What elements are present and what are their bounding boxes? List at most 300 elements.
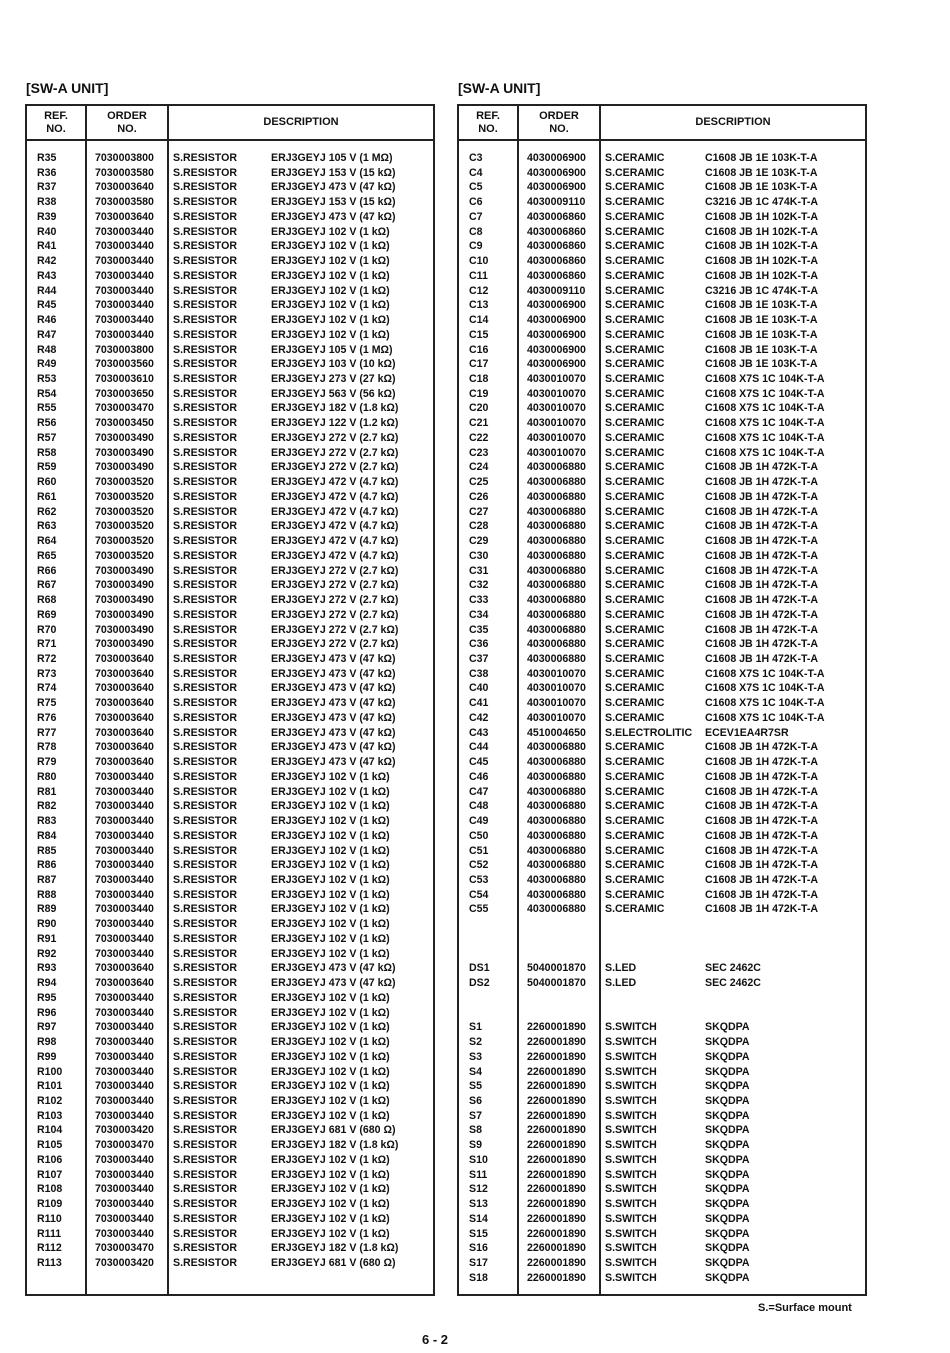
table-row: [27, 1256, 433, 1271]
order-no: 4030006880: [527, 785, 586, 798]
part-type: S.CERAMIC: [605, 343, 665, 356]
part-number: SKQDPA: [705, 1168, 750, 1181]
ref-no: R68: [37, 594, 57, 607]
part-number: ERJ3GEYJ 473 V (47 kΩ): [271, 741, 396, 754]
table-row: [27, 534, 433, 549]
part-number: ERJ3GEYJ 102 V (1 kΩ): [271, 255, 390, 268]
part-type: S.RESISTOR: [173, 991, 237, 1004]
table-row: [459, 210, 865, 225]
order-no: 4030006860: [527, 269, 586, 282]
part-type: S.CERAMIC: [605, 667, 665, 680]
left-rows: [27, 151, 433, 1271]
order-no: 2260001890: [527, 1271, 586, 1284]
order-no: 4030010070: [527, 711, 586, 724]
ref-no: C40: [469, 682, 489, 695]
ref-no: R112: [37, 1242, 62, 1255]
order-no: 7030003610: [95, 373, 154, 386]
part-type: S.CERAMIC: [605, 446, 665, 459]
part-type: S.RESISTOR: [173, 358, 237, 371]
order-no: 4030006880: [527, 873, 586, 886]
order-no: 4030010070: [527, 387, 586, 400]
part-number: ERJ3GEYJ 473 V (47 kΩ): [271, 756, 396, 769]
table-row: [27, 151, 433, 166]
table-row: [459, 888, 865, 903]
table-row: [27, 357, 433, 372]
ref-no: C32: [469, 579, 489, 592]
part-number: ERJ3GEYJ 102 V (1 kΩ): [271, 1021, 390, 1034]
table-row: [459, 917, 865, 932]
table-row: [27, 785, 433, 800]
order-no: 7030003800: [95, 343, 154, 356]
ref-no: R81: [37, 785, 57, 798]
ref-no: R87: [37, 873, 57, 886]
table-row: [27, 269, 433, 284]
part-type: S.RESISTOR: [173, 373, 237, 386]
order-no: 4030006900: [527, 166, 586, 179]
part-type: S.CERAMIC: [605, 417, 665, 430]
order-no: 4030006900: [527, 328, 586, 341]
table-row: [459, 225, 865, 240]
part-type: S.SWITCH: [605, 1065, 657, 1078]
order-no: 2260001890: [527, 1109, 586, 1122]
table-row: [27, 1123, 433, 1138]
part-number: C1608 JB 1H 472K-T-A: [705, 873, 819, 886]
order-no: 7030003440: [95, 991, 154, 1004]
ref-no: C44: [469, 741, 489, 754]
part-number: ERJ3GEYJ 563 V (56 kΩ): [271, 387, 396, 400]
order-no: 7030003440: [95, 314, 154, 327]
part-number: ERJ3GEYJ 472 V (4.7 kΩ): [271, 476, 399, 489]
order-no: 4030006880: [527, 594, 586, 607]
part-type: S.CERAMIC: [605, 711, 665, 724]
part-number: C1608 JB 1H 102K-T-A: [705, 255, 819, 268]
table-row: [27, 902, 433, 917]
part-number: C1608 JB 1H 472K-T-A: [705, 652, 819, 665]
part-type: S.RESISTOR: [173, 1080, 237, 1093]
part-number: ERJ3GEYJ 103 V (10 kΩ): [271, 358, 396, 371]
ref-no: R84: [37, 829, 57, 842]
part-type: S.CERAMIC: [605, 181, 665, 194]
ref-no: S10: [469, 1153, 488, 1166]
part-type: S.RESISTOR: [173, 756, 237, 769]
part-number: C1608 X7S 1C 104K-T-A: [705, 373, 825, 386]
part-number: ERJ3GEYJ 102 V (1 kΩ): [271, 1036, 390, 1049]
order-no: 7030003640: [95, 210, 154, 223]
part-number: ERJ3GEYJ 272 V (2.7 kΩ): [271, 461, 399, 474]
part-number: ERJ3GEYJ 102 V (1 kΩ): [271, 225, 390, 238]
order-no: 7030003440: [95, 1198, 154, 1211]
table-row: [459, 785, 865, 800]
ref-no: C6: [469, 196, 483, 209]
table-row: [459, 711, 865, 726]
ref-no: R71: [37, 638, 57, 651]
order-no: 7030003490: [95, 564, 154, 577]
table-row: [27, 387, 433, 402]
ref-no: R102: [37, 1095, 63, 1107]
table-row: [459, 166, 865, 181]
order-no: 2260001890: [527, 1036, 586, 1049]
part-number: ERJ3GEYJ 102 V (1 kΩ): [271, 1109, 390, 1122]
part-type: S.CERAMIC: [605, 328, 665, 341]
part-number: ERJ3GEYJ 153 V (15 kΩ): [271, 196, 396, 209]
part-number: ERJ3GEYJ 102 V (1 kΩ): [271, 918, 390, 931]
part-type: S.SWITCH: [605, 1168, 657, 1181]
part-number: C1608 JB 1H 472K-T-A: [705, 815, 819, 828]
table-row: [459, 961, 865, 976]
table-row: [27, 681, 433, 696]
part-number: C1608 X7S 1C 104K-T-A: [705, 682, 825, 695]
part-number: ERJ3GEYJ 272 V (2.7 kΩ): [271, 564, 399, 577]
part-type: S.SWITCH: [605, 1021, 657, 1034]
order-no: 4030006880: [527, 461, 586, 474]
part-type: S.SWITCH: [605, 1271, 657, 1284]
order-no: 7030003520: [95, 520, 154, 533]
table-row: [27, 505, 433, 520]
table-row: [27, 932, 433, 947]
ref-no: R49: [37, 358, 57, 371]
part-number: C1608 JB 1E 103K-T-A: [705, 299, 818, 312]
ref-no: R104: [37, 1124, 63, 1137]
ref-no: R59: [37, 461, 57, 474]
part-type: S.CERAMIC: [605, 314, 665, 327]
part-number: ERJ3GEYJ 182 V (1.8 kΩ): [271, 402, 399, 415]
table-row: [27, 549, 433, 564]
order-no: 4030006880: [527, 844, 586, 857]
table-row: [459, 431, 865, 446]
part-number: ERJ3GEYJ 105 V (1 MΩ): [271, 343, 393, 356]
part-type: S.CERAMIC: [605, 255, 665, 268]
order-no: 7030003420: [95, 1257, 154, 1270]
part-type: S.RESISTOR: [173, 726, 237, 739]
order-no: 2260001890: [527, 1242, 586, 1255]
ref-no: S18: [469, 1271, 488, 1284]
ref-no: R91: [37, 932, 57, 945]
part-number: ERJ3GEYJ 102 V (1 kΩ): [271, 1168, 390, 1181]
ref-no: R64: [37, 535, 57, 548]
part-type: S.CERAMIC: [605, 152, 665, 164]
ref-no: S8: [469, 1124, 482, 1137]
ref-no: R82: [37, 800, 57, 813]
order-no: 4030006880: [527, 800, 586, 813]
part-type: S.CERAMIC: [605, 800, 665, 813]
order-no: 4030010070: [527, 431, 586, 444]
ref-no: C47: [469, 785, 489, 798]
table-row: [27, 298, 433, 313]
part-number: SKQDPA: [705, 1095, 750, 1107]
ref-no: R61: [37, 490, 57, 503]
table-row: [27, 1197, 433, 1212]
part-number: C1608 JB 1H 472K-T-A: [705, 608, 819, 621]
part-type: S.RESISTOR: [173, 314, 237, 327]
table-row: [27, 799, 433, 814]
part-type: S.RESISTOR: [173, 461, 237, 474]
part-type: S.RESISTOR: [173, 829, 237, 842]
ref-no: C55: [469, 903, 489, 916]
part-type: S.SWITCH: [605, 1124, 657, 1137]
table-row: [459, 681, 865, 696]
part-number: ERJ3GEYJ 102 V (1 kΩ): [271, 1080, 390, 1093]
part-type: S.CERAMIC: [605, 373, 665, 386]
part-number: SKQDPA: [705, 1124, 750, 1137]
order-no: 2260001890: [527, 1227, 586, 1240]
order-no: 7030003580: [95, 166, 154, 179]
ref-no: C18: [469, 373, 489, 386]
table-row: [27, 961, 433, 976]
order-no: 2260001890: [527, 1168, 586, 1181]
table-row: [459, 1197, 865, 1212]
table-row: [27, 401, 433, 416]
ref-no: R76: [37, 711, 57, 724]
part-type: S.RESISTOR: [173, 815, 237, 828]
order-no: 4030006880: [527, 520, 586, 533]
order-no: 7030003440: [95, 770, 154, 783]
order-no: 2260001890: [527, 1153, 586, 1166]
part-type: S.RESISTOR: [173, 225, 237, 238]
table-row: [27, 888, 433, 903]
table-row: [27, 225, 433, 240]
part-type: S.RESISTOR: [173, 962, 237, 975]
order-no: 7030003640: [95, 697, 154, 710]
part-number: C1608 X7S 1C 104K-T-A: [705, 402, 825, 415]
ref-no: C7: [469, 210, 483, 223]
order-no: 7030003440: [95, 269, 154, 282]
part-number: C1608 JB 1H 102K-T-A: [705, 225, 819, 238]
part-type: S.RESISTOR: [173, 1050, 237, 1063]
table-row: [27, 519, 433, 534]
order-no: 7030003640: [95, 711, 154, 724]
order-no: 7030003440: [95, 328, 154, 341]
part-number: ERJ3GEYJ 182 V (1.8 kΩ): [271, 1139, 399, 1152]
ref-no: C38: [469, 667, 489, 680]
table-row: [27, 313, 433, 328]
ref-no: R78: [37, 741, 57, 754]
part-type: S.CERAMIC: [605, 888, 665, 901]
part-number: C1608 JB 1H 102K-T-A: [705, 269, 819, 282]
table-row: [459, 1271, 865, 1286]
order-no: 7030003440: [95, 1227, 154, 1240]
part-type: S.RESISTOR: [173, 888, 237, 901]
table-row: [459, 1123, 865, 1138]
ref-no: C5: [469, 181, 483, 194]
part-type: S.SWITCH: [605, 1257, 657, 1270]
order-no: 7030003490: [95, 461, 154, 474]
part-type: S.RESISTOR: [173, 1212, 237, 1225]
part-type: S.CERAMIC: [605, 166, 665, 179]
part-type: S.CERAMIC: [605, 490, 665, 503]
part-number: C1608 X7S 1C 104K-T-A: [705, 417, 825, 430]
table-row: [459, 1065, 865, 1080]
ref-no: R67: [37, 579, 57, 592]
part-number: ERJ3GEYJ 102 V (1 kΩ): [271, 1065, 390, 1078]
order-no: 7030003640: [95, 741, 154, 754]
table-row: [27, 873, 433, 888]
part-number: ERJ3GEYJ 102 V (1 kΩ): [271, 815, 390, 828]
part-number: C1608 JB 1H 472K-T-A: [705, 535, 819, 548]
part-number: C1608 JB 1H 472K-T-A: [705, 564, 819, 577]
part-number: C1608 JB 1E 103K-T-A: [705, 358, 818, 371]
part-number: ERJ3GEYJ 102 V (1 kΩ): [271, 1183, 390, 1196]
table-row: [27, 254, 433, 269]
table-row: [27, 1182, 433, 1197]
ref-no: R109: [37, 1198, 63, 1211]
table-row: [27, 475, 433, 490]
table-row: [27, 416, 433, 431]
part-type: S.CERAMIC: [605, 844, 665, 857]
table-row: [459, 387, 865, 402]
part-number: SKQDPA: [705, 1036, 750, 1049]
part-number: ERJ3GEYJ 102 V (1 kΩ): [271, 328, 390, 341]
order-no: 7030003490: [95, 623, 154, 636]
ref-no: R58: [37, 446, 57, 459]
part-type: S.ELECTROLITIC: [605, 726, 693, 739]
ref-no: C51: [469, 844, 489, 857]
ref-no: R73: [37, 667, 57, 680]
table-header: [459, 106, 865, 141]
table-row: [459, 1006, 865, 1021]
order-no: 5040001870: [527, 962, 586, 975]
table-row: [27, 593, 433, 608]
part-type: S.RESISTOR: [173, 417, 237, 430]
part-number: ERJ3GEYJ 102 V (1 kΩ): [271, 240, 390, 253]
part-type: S.RESISTOR: [173, 682, 237, 695]
part-type: S.RESISTOR: [173, 800, 237, 813]
part-number: C1608 X7S 1C 104K-T-A: [705, 431, 825, 444]
part-type: S.CERAMIC: [605, 623, 665, 636]
ref-no: C45: [469, 756, 489, 769]
table-row: [459, 976, 865, 991]
ref-no: C21: [469, 417, 489, 430]
order-no: 7030003440: [95, 255, 154, 268]
ref-no: C31: [469, 564, 489, 577]
ref-no: C17: [469, 358, 489, 371]
table-row: [459, 755, 865, 770]
part-number: SKQDPA: [705, 1021, 750, 1034]
order-no: 7030003490: [95, 446, 154, 459]
part-type: S.RESISTOR: [173, 269, 237, 282]
order-no: 4030009110: [527, 284, 586, 297]
part-number: ERJ3GEYJ 273 V (27 kΩ): [271, 373, 396, 386]
order-no: 4030006900: [527, 343, 586, 356]
table-row: [27, 623, 433, 638]
part-type: S.CERAMIC: [605, 859, 665, 872]
ref-no: C37: [469, 652, 489, 665]
table-row: [27, 328, 433, 343]
table-row: [459, 1212, 865, 1227]
table-row: [459, 534, 865, 549]
ref-no: C43: [469, 726, 489, 739]
ref-no: R37: [37, 181, 57, 194]
table-row: [459, 1094, 865, 1109]
ref-no: C28: [469, 520, 489, 533]
ref-no: S12: [469, 1183, 488, 1196]
part-number: ERJ3GEYJ 102 V (1 kΩ): [271, 314, 390, 327]
table-row: [459, 932, 865, 947]
header-ref-no: REF. NO.: [44, 109, 68, 135]
ref-no: S7: [469, 1109, 482, 1122]
ref-no: R100: [37, 1065, 63, 1078]
ref-no: R86: [37, 859, 57, 872]
part-type: S.CERAMIC: [605, 741, 665, 754]
part-number: ERJ3GEYJ 472 V (4.7 kΩ): [271, 490, 399, 503]
table-row: [459, 505, 865, 520]
order-no: 4510004650: [527, 726, 586, 739]
table-row: [459, 180, 865, 195]
ref-no: C24: [469, 461, 489, 474]
header-ref-no: REF. NO.: [476, 109, 500, 135]
part-number: ERJ3GEYJ 102 V (1 kΩ): [271, 888, 390, 901]
table-row: [27, 284, 433, 299]
ref-no: R108: [37, 1183, 63, 1196]
table-row: [459, 873, 865, 888]
ref-no: R106: [37, 1153, 63, 1166]
table-row: [459, 1050, 865, 1065]
ref-no: C27: [469, 505, 489, 518]
ref-no: R97: [37, 1021, 57, 1034]
part-number: ERJ3GEYJ 472 V (4.7 kΩ): [271, 535, 399, 548]
table-row: [27, 1006, 433, 1021]
table-row: [27, 726, 433, 741]
order-no: 7030003440: [95, 1006, 154, 1019]
table-row: [459, 814, 865, 829]
part-type: S.SWITCH: [605, 1095, 657, 1107]
ref-no: R60: [37, 476, 57, 489]
part-type: S.RESISTOR: [173, 873, 237, 886]
order-no: 4030009110: [527, 196, 586, 209]
table-row: [27, 1050, 433, 1065]
part-type: S.RESISTOR: [173, 1183, 237, 1196]
ref-no: R92: [37, 947, 57, 960]
table-row: [27, 1138, 433, 1153]
ref-no: R48: [37, 343, 57, 356]
table-row: [459, 564, 865, 579]
part-number: ERJ3GEYJ 272 V (2.7 kΩ): [271, 608, 399, 621]
part-type: S.RESISTOR: [173, 166, 237, 179]
part-number: C1608 JB 1E 103K-T-A: [705, 152, 818, 164]
order-no: 7030003420: [95, 1124, 154, 1137]
table-row: [27, 608, 433, 623]
part-type: S.RESISTOR: [173, 1227, 237, 1240]
part-type: S.CERAMIC: [605, 785, 665, 798]
order-no: 7030003490: [95, 608, 154, 621]
ref-no: S6: [469, 1095, 482, 1107]
order-no: 2260001890: [527, 1198, 586, 1211]
order-no: 4030006900: [527, 181, 586, 194]
part-number: SEC 2462C: [705, 977, 761, 990]
part-type: S.RESISTOR: [173, 608, 237, 621]
part-number: SKQDPA: [705, 1065, 750, 1078]
table-row: [459, 770, 865, 785]
ref-no: R83: [37, 815, 57, 828]
part-type: S.CERAMIC: [605, 505, 665, 518]
part-number: ERJ3GEYJ 102 V (1 kΩ): [271, 1050, 390, 1063]
table-row: [27, 1094, 433, 1109]
ref-no: S4: [469, 1065, 482, 1078]
order-no: 7030003440: [95, 1050, 154, 1063]
ref-no: C41: [469, 697, 489, 710]
ref-no: C10: [469, 255, 489, 268]
table-row: [27, 1227, 433, 1242]
part-number: SKQDPA: [705, 1198, 750, 1211]
ref-no: C36: [469, 638, 489, 651]
table-row: [459, 519, 865, 534]
table-row: [459, 740, 865, 755]
order-no: 7030003440: [95, 918, 154, 931]
part-type: S.RESISTOR: [173, 1095, 237, 1107]
part-type: S.RESISTOR: [173, 1006, 237, 1019]
part-number: C1608 JB 1H 472K-T-A: [705, 520, 819, 533]
table-row: [27, 564, 433, 579]
table-row: [459, 416, 865, 431]
